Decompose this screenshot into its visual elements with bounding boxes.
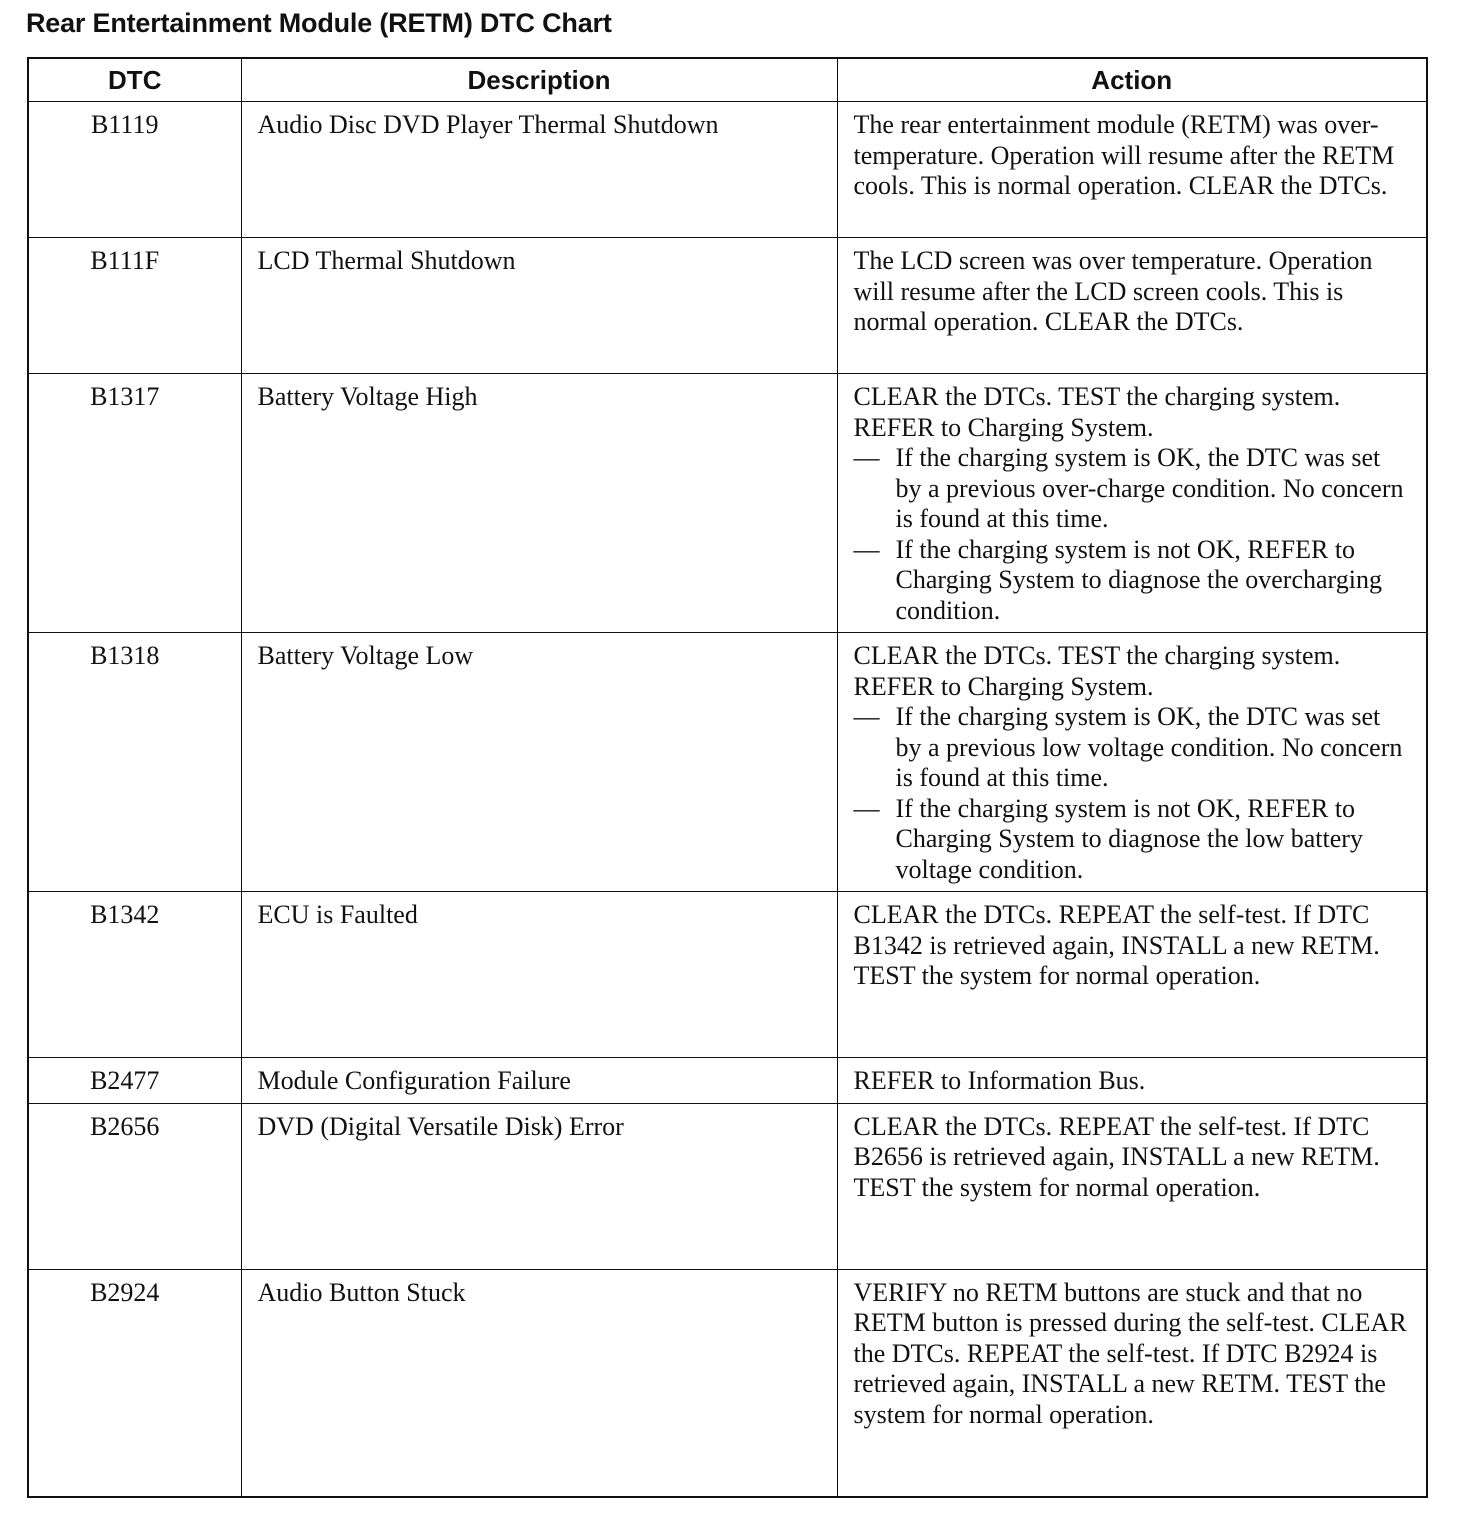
dtc-description: Battery Voltage High xyxy=(241,374,837,633)
table-row xyxy=(28,1058,1427,1104)
table-row xyxy=(28,1269,1427,1497)
dtc-description: Battery Voltage Low xyxy=(241,633,837,892)
table-row xyxy=(28,892,1427,1058)
action-bullet: — If the charging system is OK, the DTC was set by a previous over-charge condition. No concern is found at this time. xyxy=(853,443,1404,533)
header-dtc: DTC xyxy=(28,58,241,102)
dtc-description: Audio Disc DVD Player Thermal Shutdown xyxy=(241,102,837,238)
dtc-code: B2924 xyxy=(28,1269,241,1497)
dtc-description: Audio Button Stuck xyxy=(241,1269,837,1497)
dtc-code: B1317 xyxy=(28,374,241,633)
dtc-code: B1119 xyxy=(28,102,241,238)
dtc-action: CLEAR the DTCs. REPEAT the self-test. If DTC B2656 is retrieved again, INSTALL a new RETM. TEST the system for normal operation. xyxy=(837,1103,1427,1269)
dtc-action: The LCD screen was over temperature. Operation will resume after the LCD screen cools. This is normal operation. CLEAR the DTCs. xyxy=(837,238,1427,374)
table-row xyxy=(28,238,1427,374)
dtc-action: CLEAR the DTCs. REPEAT the self-test. If DTC B1342 is retrieved again, INSTALL a new RETM. TEST the system for normal operation. xyxy=(837,892,1427,1058)
dtc-code: B111F xyxy=(28,238,241,374)
dtc-action: REFER to Information Bus. xyxy=(837,1058,1427,1104)
dtc-description: Module Configuration Failure xyxy=(241,1058,837,1104)
dtc-code: B2477 xyxy=(28,1058,241,1104)
table-header-row xyxy=(28,58,1427,102)
dtc-code: B2656 xyxy=(28,1103,241,1269)
dtc-description: DVD (Digital Versatile Disk) Error xyxy=(241,1103,837,1269)
table-row xyxy=(28,1103,1427,1269)
dtc-table xyxy=(27,57,1428,1498)
dtc-code: B1318 xyxy=(28,633,241,892)
action-bullet: — If the charging system is not OK, REFER to Charging System to diagnose the overcharging condition. xyxy=(853,534,1382,625)
action-bullet: — If the charging system is OK, the DTC was set by a previous low voltage condition. No concern is found at this time. xyxy=(853,702,1403,792)
table-row xyxy=(28,633,1427,892)
action-bullet: — If the charging system is not OK, REFER to Charging System to diagnose the low battery voltage condition. xyxy=(853,793,1363,884)
dtc-action: CLEAR the DTCs. TEST the charging system. REFER to Charging System. — If the charging system is OK, the DTC was set by a previous low voltage condition. No concern is found at this time. — If the charging system is not OK, REFER to Charging System to diagnose the low battery voltage condition. xyxy=(837,633,1427,892)
dtc-description: LCD Thermal Shutdown xyxy=(241,238,837,374)
table-row xyxy=(28,374,1427,633)
page-title: Rear Entertainment Module (RETM) DTC Chart xyxy=(26,8,612,38)
header-action: Action xyxy=(837,58,1427,102)
header-description: Description xyxy=(241,58,837,102)
dtc-description: ECU is Faulted xyxy=(241,892,837,1058)
dtc-action: VERIFY no RETM buttons are stuck and that no RETM button is pressed during the self-test. CLEAR the DTCs. REPEAT the self-test. If DTC B2924 is retrieved again, INSTALL a new RETM. TEST the system for normal operation. xyxy=(837,1269,1427,1497)
dtc-action: CLEAR the DTCs. TEST the charging system. REFER to Charging System. — If the charging system is OK, the DTC was set by a previous over-charge condition. No concern is found at this time. — If the charging system is not OK, REFER to Charging System to diagnose the overcharging condition. xyxy=(837,374,1427,633)
dtc-code: B1342 xyxy=(28,892,241,1058)
table-row xyxy=(28,102,1427,238)
dtc-action: The rear entertainment module (RETM) was over-temperature. Operation will resume after the RETM cools. This is normal operation. CLEAR the DTCs. xyxy=(837,102,1427,238)
